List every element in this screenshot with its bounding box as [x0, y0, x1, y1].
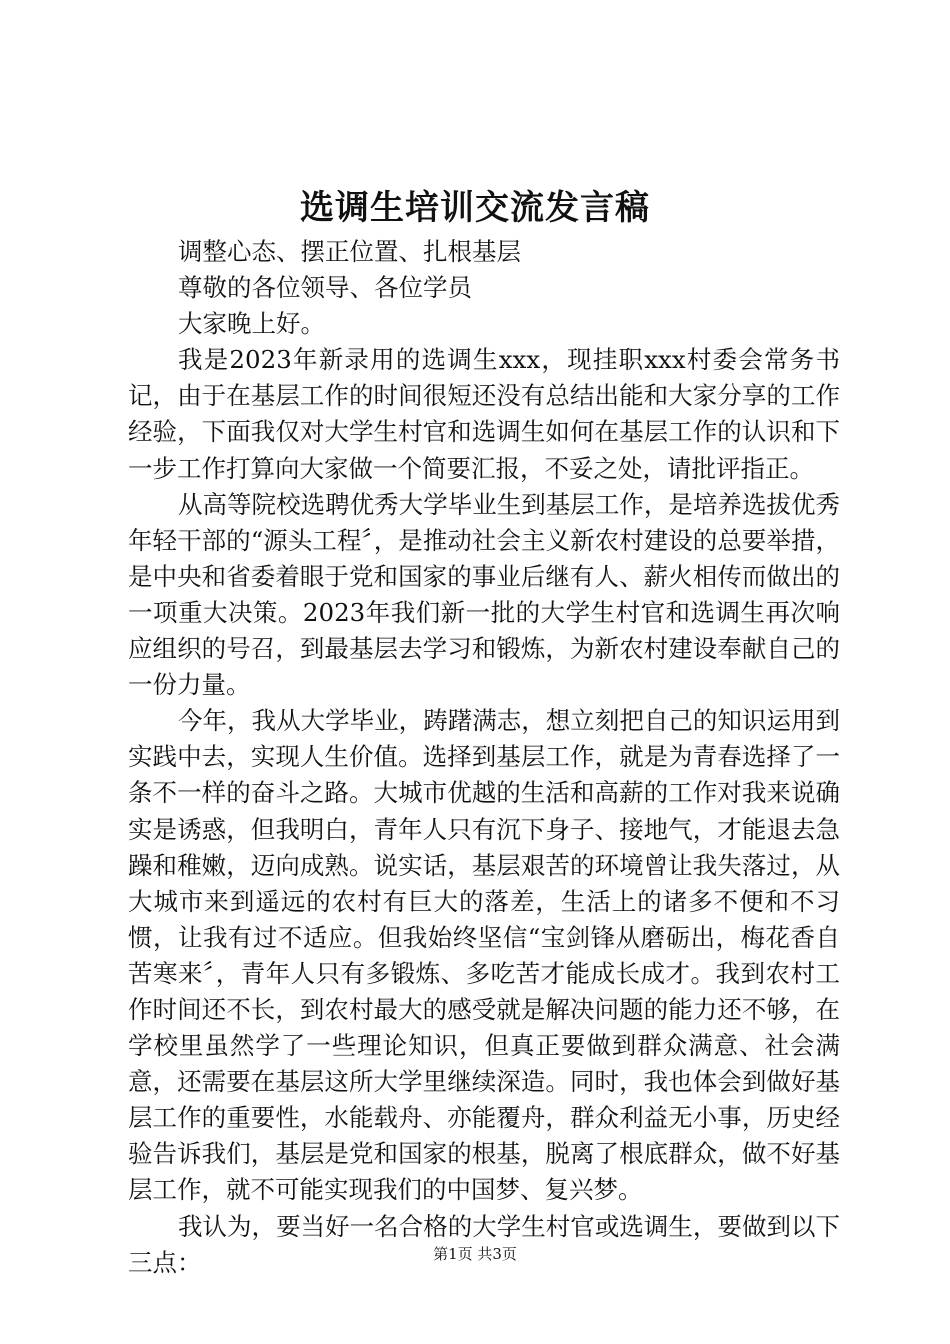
body-paragraph: 我是2023年新录用的选调生xxx，现挂职xxx村委会常务书记，由于在基层工作的时间很短还没有总结出能和大家分享的工作经验，下面我仅对大学生村官和选调生如何在基层工作的认识和下一步工作打算向大家做一个简要汇报，不妥之处，请批评指正。: [128, 345, 840, 483]
document-body: [128, 234, 840, 1281]
body-paragraph: 今年，我从大学毕业，踌躇满志，想立刻把自己的知识运用到实践中去，实现人生价值。选择到基层工作，就是为青春选择了一条不一样的奋斗之路。大城市优越的生活和高薪的工作对我来说确实是诱惑，但我明白，青年人只有沉下身子、接地气，才能退去急躁和稚嫩，迈向成熟。说实话，基层艰苦的环境曾让我失落过，从大城市来到遥远的农村有巨大的落差，生活上的诸多不便和不习惯，让我有过不适应。但我始终坚信“宝剑锋从磨砺出，梅花香自苦寒来〞，青年人只有多锻炼、多吃苦才能成长成才。我到农村工作时间还不长，到农村最大的感受就是解决问题的能力还不够，在学校里虽然学了一些理论知识，但真正要做到群众满意、社会满意，还需要在基层这所大学里继续深造。同时，我也体会到做好基层工作的重要性，水能载舟、亦能覆舟，群众利益无小事，历史经验告诉我们，基层是党和国家的根基，脱离了根底群众，做不好基层工作，就不可能实现我们的中国梦、复兴梦。: [128, 706, 840, 1205]
salutation-paragraph: 尊敬的各位领导、各位学员: [178, 273, 472, 303]
greeting-paragraph: 大家晚上好。: [178, 309, 325, 339]
body-paragraph: 我认为，要当好一名合格的大学生村官或选调生，要做到以下三点：: [128, 1211, 840, 1277]
subtitle-paragraph: 调整心态、摆正位置、扎根基层: [178, 237, 521, 266]
document-title: 选调生培训交流发言稿: [300, 188, 650, 228]
page-footer: 第1页 共3页: [433, 1245, 517, 1263]
body-paragraph: 从高等院校选聘优秀大学毕业生到基层工作，是培养选拔优秀年轻干部的“源头工程〞，是推动社会主义新农村建设的总要举措，是中央和省委着眼于党和国家的事业后继有人、薪火相传而做出的一项重大决策。2023年我们新一批的大学生村官和选调生再次响应组织的号召，到最基层去学习和锻炼，为新农村建设奉献自己的一份力量。: [128, 489, 840, 700]
